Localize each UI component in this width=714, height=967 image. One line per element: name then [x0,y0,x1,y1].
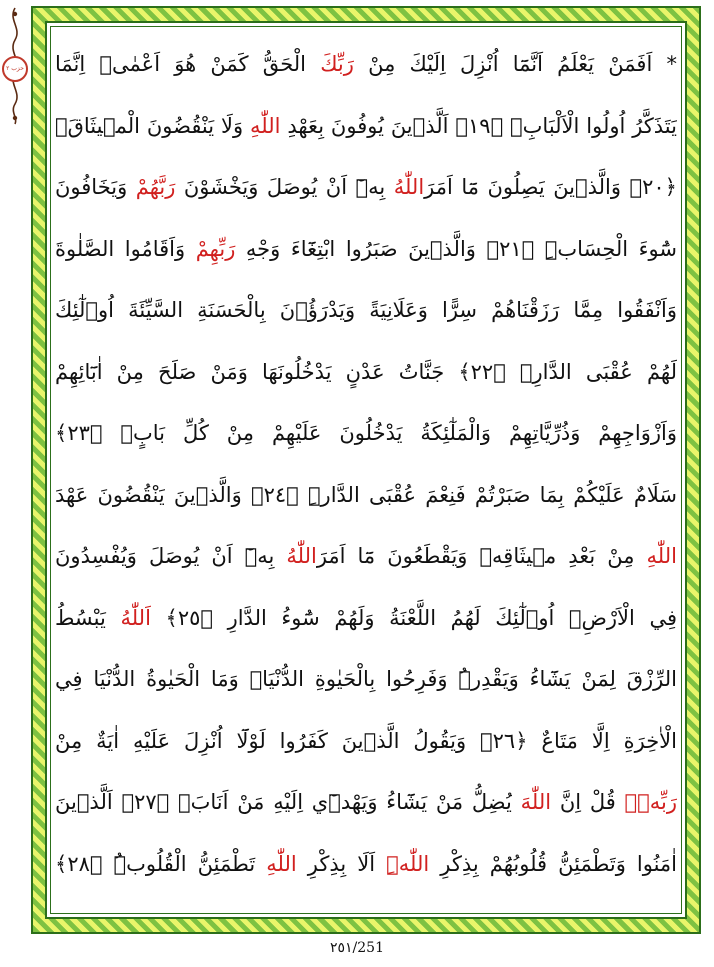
verse-text: وَاَقَامُوا الصَّلٰوةَ [55,236,196,261]
verse-line [55,526,677,588]
verse-text: مِنْ بَعْدِ مٖيثَاقِهٖ وَيَقْطَعُونَ مَٓا اَمَرَ [316,544,647,568]
verse-text: وَيَخَافُونَ [55,175,136,199]
verse-text: اٰمَنُوا وَتَطْمَئِنُّ قُلُوبُهُمْ بِذِكْرِ [429,851,677,876]
quran-text-block [55,34,677,914]
verse-line [55,711,677,773]
divine-name-text: رَبَّهُمْ [135,175,176,199]
verse-line [55,219,677,281]
divine-name-text: اللّٰهُ [286,544,317,568]
verse-text: الْاٰخِرَةِ اِلَّا مَتَاعٌ ﴿٢٦﴾ وَيَقُولُ الَّذٖينَ كَفَرُوا لَوْلَٓا اُنْزِلَ عَلَيْهِ اٰيَةٌ مِنْ [55,728,677,753]
verse-text: فِي الْاَرْضِۙ اُو۬لٰٓئِكَ لَهُمُ اللَّعْنَةُ وَلَهُمْ سُٓوءُ الدَّارِ ﴿٢٥﴾ [150,605,677,630]
verse-line [55,834,677,896]
verse-line [55,34,677,96]
verse-text: الْحَقُّ كَمَنْ هُوَ اَعْمٰىۜ اِنَّمَا [55,52,321,76]
verse-text: يَتَذَكَّرُ اُولُوا الْاَلْبَابِۙ ﴿١٩﴾ اَلَّذٖينَ يُوفُونَ بِعَهْدِ [280,113,677,138]
divine-name-text: اللّٰهِ [646,544,677,568]
verse-text: سَلَامٌ عَلَيْكُمْ بِمَا صَبَرْتُمْ فَنِعْمَ عُقْبَى الدَّارِۜ ﴿٢٤﴾ وَالَّذٖينَ يَنْقُضُونَ عَهْدَ [55,482,677,507]
hizb-marker: حزب ٢ [2,56,28,82]
verse-text: يَبْسُطُ [55,605,121,630]
verse-line [55,588,677,650]
divine-name-text: اللّٰهِ [266,851,297,876]
verse-text: وَاَنْفَقُوا مِمَّا رَزَقْنَاهُمْ سِرًّا وَعَلَانِيَةً وَيَدْرَؤُ۫نَ بِالْحَسَنَةِ السَّيِّئَةَ اُو۬لٰٓئِكَ [55,298,677,322]
divine-name-text: اَللّٰهُ [120,605,151,630]
verse-text: وَاَزْوَاجِهِمْ وَذُرِّيَّاتِهِمْ وَالْمَلٰٓئِكَةُ يَدْخُلُونَ عَلَيْهِمْ مِنْ كُلِّ بَابٍۚ ﴿٢٣﴾ [55,421,677,445]
verse-text: وَلَا يَنْقُضُونَ الْمٖيثَاقَۙ [55,113,251,138]
verse-line [55,96,677,158]
verse-text: لَهُمْ عُقْبَى الدَّارِۙ ﴿٢٢﴾ جَنَّاتُ عَدْنٍ يَدْخُلُونَهَا وَمَنْ صَلَحَ مِنْ اٰبَٓائِهِمْ [55,359,677,384]
verse-text: * اَفَمَنْ يَعْلَمُ اَنَّمَٓا اُنْزِلَ اِلَيْكَ مِنْ [353,52,677,76]
verse-line [55,772,677,834]
verse-text: تَطْمَئِنُّ الْقُلُوبُۜ ﴿٢٨﴾ [55,851,267,876]
divine-name-text: اللّٰهِۜ [386,851,430,876]
verse-text: قُلْ اِنَّ [551,790,625,814]
verse-text: بِهٖٓ اَنْ يُوصَلَ وَيَخْشَوْنَ [175,175,394,199]
verse-text: سُٓوءَ الْحِسَابِۜ ﴿٢١﴾ وَالَّذٖينَ صَبَرُوا ابْتِغَٓاءَ وَجْهِ [235,236,677,261]
verse-text: ﴿٢٠﴾ وَالَّذٖينَ يَصِلُونَ مَٓا اَمَرَ [424,175,677,199]
divine-name-text: اللّٰهِ [250,113,281,138]
verse-text: الرِّزْقَ لِمَنْ يَشَٓاءُ وَيَقْدِرُۜ وَفَرِحُوا بِالْحَيٰوةِ الدُّنْيَاۜ وَمَا الْحَيٰوةُ الدُّنْيَا فِي [55,667,677,691]
verse-line [55,280,677,342]
verse-text: بِهٖٓ اَنْ يُوصَلَ وَيُفْسِدُونَ [55,544,287,568]
verse-line [55,649,677,711]
divine-name-text: اللّٰهَ [520,790,552,814]
verse-line [55,157,677,219]
page-number: ٢٥١/251 [329,940,384,956]
verse-text: يُضِلُّ مَنْ يَشَٓاءُ وَيَهْدٖٓي اِلَيْهِ مَنْ اَنَابَۚ ﴿٢٧﴾ اَلَّذٖينَ [55,790,521,814]
verse-text: اَلَا بِذِكْرِ [296,851,387,876]
divine-name-text: اللّٰهُ [393,175,425,199]
verse-line [55,403,677,465]
verse-line [55,342,677,404]
divine-name-text: رَبِّكَ [320,52,354,76]
divine-name-text: رَبِّهٖۜ [624,790,677,814]
verse-line [55,465,677,527]
divine-name-text: رَبِّهِمْ [195,236,236,261]
hizb-ornament [0,6,30,126]
